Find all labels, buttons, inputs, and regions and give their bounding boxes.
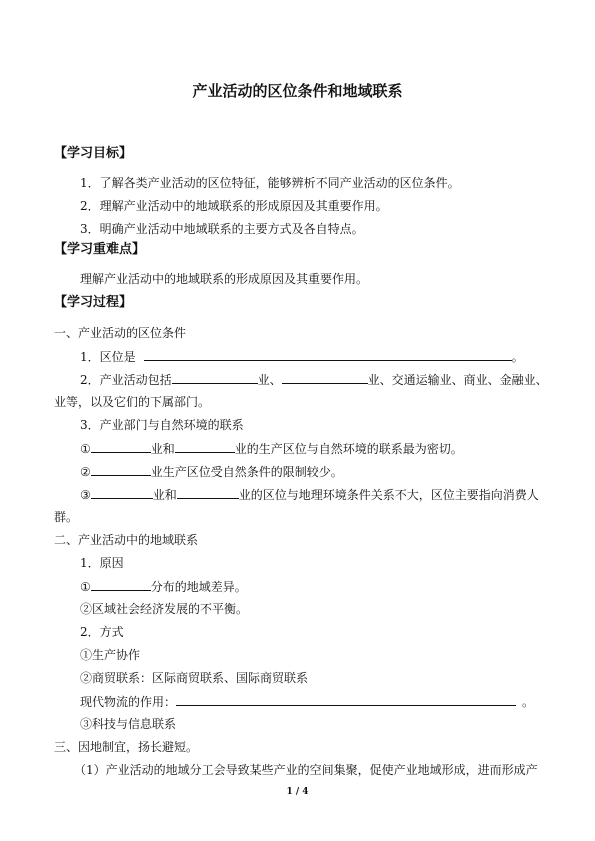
fill-line bbox=[80, 348, 524, 365]
goal-item: 3．明确产业活动中地域联系的主要方式及各自特点。 bbox=[80, 222, 364, 236]
line-text: 业的区位与地理环境条件关系不大，区位主要指向消费人 bbox=[238, 488, 539, 502]
fill-line bbox=[80, 371, 548, 388]
section-heading: 二、产业活动中的地域联系 bbox=[54, 533, 199, 547]
answer-blank[interactable] bbox=[91, 440, 151, 453]
answer-blank[interactable] bbox=[91, 486, 153, 499]
line-text: 现代物流的作用： bbox=[80, 695, 177, 709]
fill-line bbox=[80, 486, 539, 503]
process-heading: 【学习过程】 bbox=[54, 295, 133, 310]
page-number: 1 / 4 bbox=[286, 787, 309, 797]
line-text: （1）产业活动的地域分工会导致某些产业的空间集聚，促使产业地域形成，进而形成产 bbox=[74, 763, 538, 777]
answer-blank[interactable] bbox=[91, 578, 151, 591]
line-text: 。 bbox=[511, 350, 524, 364]
line-text: 业等，以及它们的下属部门。 bbox=[54, 395, 211, 409]
answer-blank[interactable] bbox=[282, 371, 368, 384]
answer-blank[interactable] bbox=[176, 693, 516, 706]
key-point: 理解产业活动中的地域联系的形成原因及其重要作用。 bbox=[80, 272, 369, 286]
line-text: ① bbox=[80, 580, 91, 594]
answer-blank[interactable] bbox=[177, 486, 239, 499]
key-heading: 【学习重难点】 bbox=[54, 242, 146, 257]
line-text: 业、 bbox=[257, 373, 282, 387]
line-text: ②商贸联系：区际商贸联系、国际商贸联系 bbox=[80, 671, 309, 685]
section-heading: 一、产业活动的区位条件 bbox=[54, 326, 187, 340]
line-text: 3．产业部门与自然环境的联系 bbox=[80, 418, 244, 432]
answer-blank[interactable] bbox=[175, 440, 235, 453]
line-text: ② bbox=[80, 465, 91, 479]
line-text: 业和 bbox=[150, 442, 175, 456]
line-text: 业的生产区位与自然环境的联系最为密切。 bbox=[234, 442, 463, 456]
line-text: 业、交通运输业、商业、金融业、 bbox=[367, 373, 548, 387]
line-text: ②区域社会经济发展的不平衡。 bbox=[80, 602, 249, 616]
line-text: ①生产协作 bbox=[80, 648, 141, 662]
answer-blank[interactable] bbox=[144, 348, 512, 361]
line-text: 1．区位是 bbox=[80, 350, 136, 364]
line-text: 业和 bbox=[152, 488, 177, 502]
page-title: 产业活动的区位条件和地域联系 bbox=[192, 82, 403, 100]
line-text: 群。 bbox=[54, 510, 79, 524]
line-text: ③ bbox=[80, 488, 91, 502]
fill-line bbox=[80, 463, 343, 480]
goals-heading: 【学习目标】 bbox=[54, 146, 133, 161]
line-text: 1．原因 bbox=[80, 556, 124, 570]
section-heading: 三、因地制宜，扬长避短。 bbox=[54, 740, 199, 754]
line-text: 2．方式 bbox=[80, 625, 124, 639]
line-text: ① bbox=[80, 442, 91, 456]
line-text: 。 bbox=[522, 695, 535, 709]
fill-line bbox=[80, 693, 534, 710]
line-text: ③科技与信息联系 bbox=[80, 717, 177, 731]
fill-line bbox=[80, 578, 247, 595]
goal-item: 1．了解各类产业活动的区位特征，能够辨析不同产业活动的区位条件。 bbox=[80, 176, 460, 190]
line-text: 分布的地域差异。 bbox=[150, 580, 247, 594]
answer-blank[interactable] bbox=[91, 463, 151, 476]
line-text: 2．产业活动包括 bbox=[80, 373, 172, 387]
line-text: 业生产区位受自然条件的限制较少。 bbox=[150, 465, 343, 479]
answer-blank[interactable] bbox=[172, 371, 258, 384]
fill-line bbox=[80, 440, 463, 457]
goal-item: 2．理解产业活动中的地域联系的形成原因及其重要作用。 bbox=[80, 199, 388, 213]
